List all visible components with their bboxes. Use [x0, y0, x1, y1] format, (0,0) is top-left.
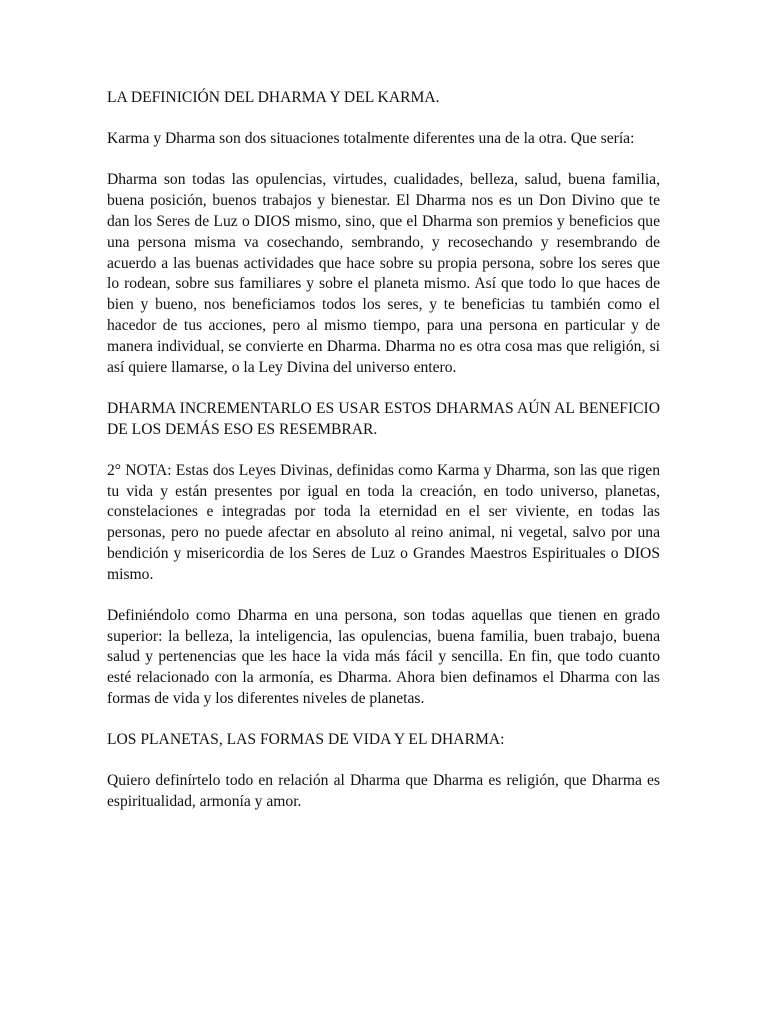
paragraph-intro: Karma y Dharma son dos situaciones totalmente diferentes una de la otra. Que sería: — [107, 130, 635, 148]
paragraph-closing: Quiero definírtelo todo en relación al Dharma que Dharma es religión, que Dharma es espiritualidad, armonía y amor. — [107, 772, 660, 811]
paragraph-nota: 2° NOTA: Estas dos Leyes Divinas, definidas como Karma y Dharma, son las que rigen tu vida y están presentes por igual en toda la creación, en todo universo, planetas, constelaciones e integradas por toda la eternidad en el ser viviente, en todas las personas, pero no puede afectar en absoluto al reino animal, ni vegetal, salvo por una bendición y misericordia de los Seres de Luz o Grandes Maestros Espirituales o DIOS mismo. — [107, 461, 660, 583]
section-heading-resembrar: DHARMA INCREMENTARLO ES USAR ESTOS DHARMAS AÚN AL BENEFICIO DE LOS DEMÁS ESO ES RESEMBRAR. — [107, 399, 660, 438]
document-title: LA DEFINICIÓN DEL DHARMA Y DEL KARMA. — [107, 89, 440, 106]
paragraph-definiendolo: Definiéndolo como Dharma en una persona, son todas aquellas que tienen en grado superior: la belleza, la inteligencia, las opulencias, buena familia, buen trabajo, buena salud y pertenencias que les hace la vida más fácil y sencilla. En fin, que todo cuanto esté relacionado con la armonía, es Dharma. Ahora bien definamos el Dharma con las formas de vida y los diferentes niveles de planetas. — [107, 606, 660, 708]
section-heading-planetas: LOS PLANETAS, LAS FORMAS DE VIDA Y EL DHARMA: — [107, 731, 505, 749]
paragraph-dharma-definition: Dharma son todas las opulencias, virtudes, cualidades, belleza, salud, buena familia, buena posición, buenos trabajos y bienestar. El Dharma nos es un Don Divino que te dan los Seres de Luz o DIOS mismo, sino, que el Dharma son premios y beneficios que una persona misma va cosechando, sembrando, y recosechando y resembrando de acuerdo a las buenas actividades que hace sobre su propia persona, sobre los seres que lo rodean, sobre sus familiares y sobre el planeta mismo. Así que todo lo que haces de bien y bueno, nos beneficiamos todos los seres, y te beneficias tu también como el hacedor de tus acciones, pero al mismo tiempo, para una persona en particular y de manera individual, se convierte en Dharma. Dharma no es otra cosa mas que religión, si así quiere llamarse, o la Ley Divina del universo entero. — [107, 171, 660, 376]
document-page — [107, 88, 660, 833]
